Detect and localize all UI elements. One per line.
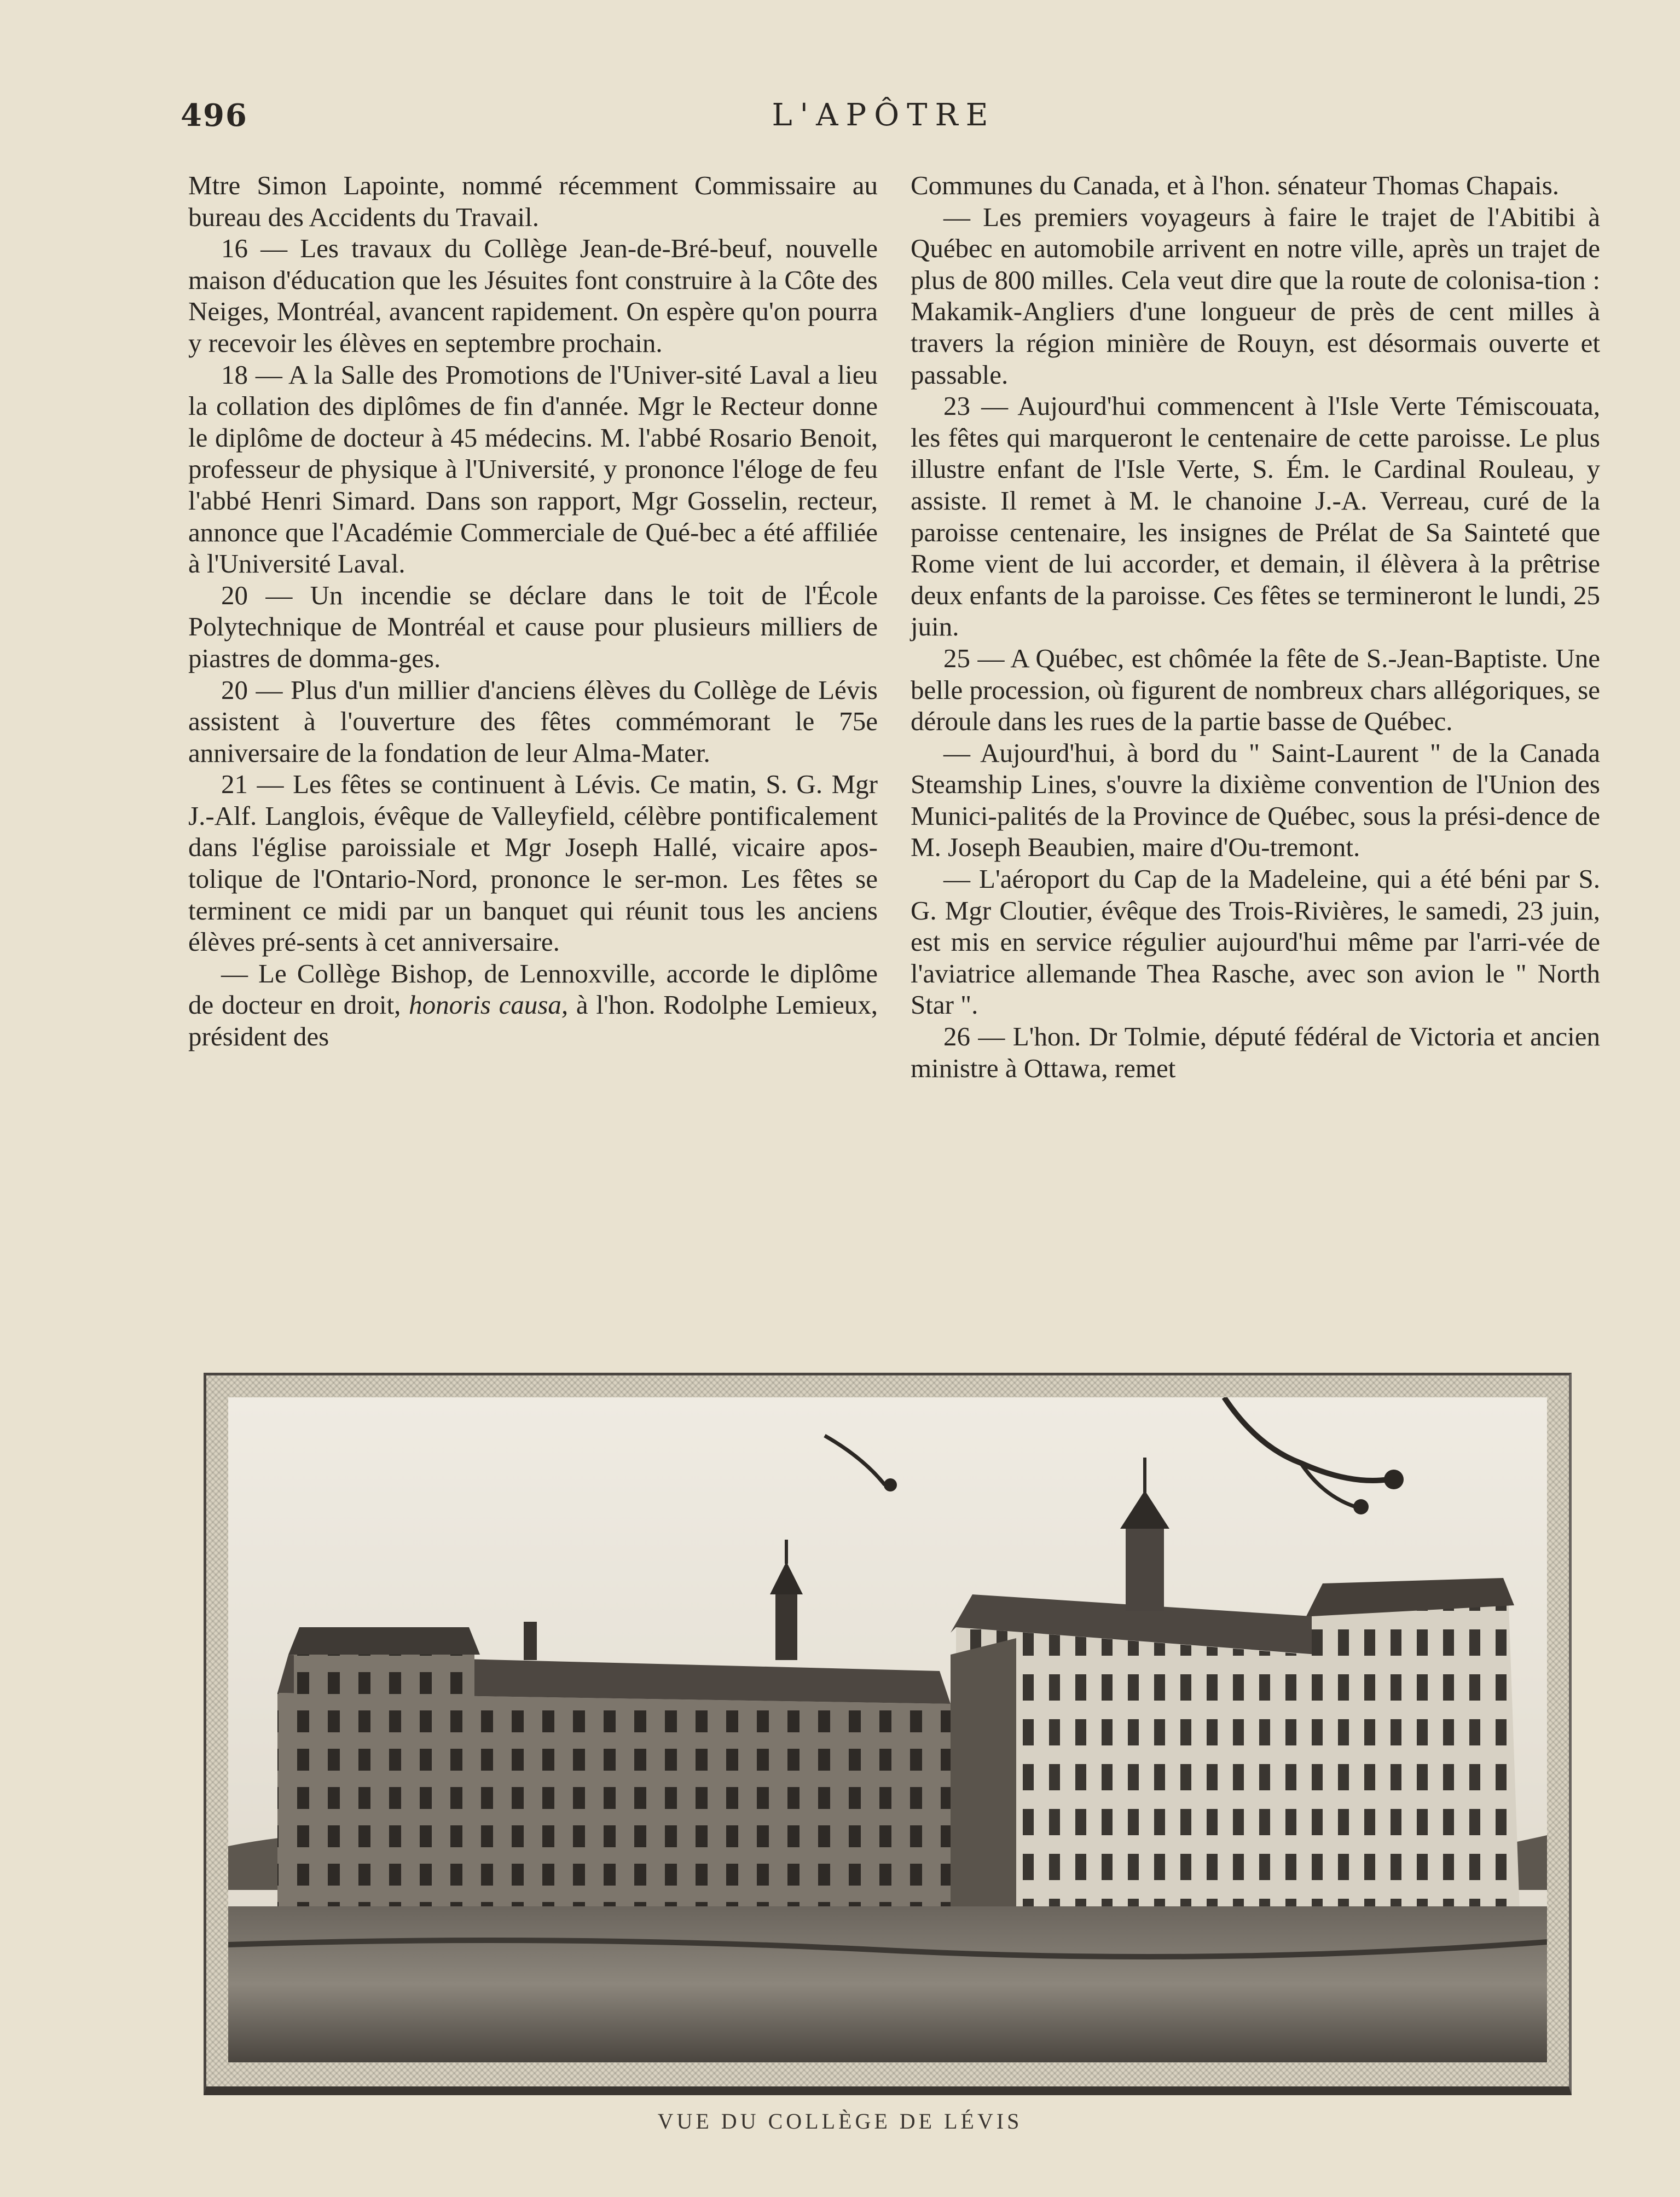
running-title: L'APÔTRE [772, 97, 996, 133]
paragraph: 18 — A la Salle des Promotions de l'Univer-sité Laval a lieu la collation des diplômes de fin d'année. Mgr le Recteur donne le diplôme de docteur à 45 médecins. M. l'abbé Rosario Benoit, professeur de physique à l'Université, y prononce l'éloge de feu l'abbé Henri Simard. Dans son rapport, Mgr Gosselin, recteur, annonce que l'Académie Commerciale de Qué-bec a été affiliée à l'Université Laval. [188, 359, 878, 579]
paragraph-text: — Le Collège Bishop, de Lennoxville, accorde le diplôme de docteur en droit, [188, 958, 878, 1020]
paragraph: Mtre Simon Lapointe, nommé récemment Commissaire au bureau des Accidents du Travail. [188, 170, 878, 232]
paragraph-text: à l'hon. Rodolphe Lemieux, président des [188, 990, 878, 1052]
paragraph: 16 — Les travaux du Collège Jean-de-Bré-beuf, nouvelle maison d'éducation que les Jésuites font construire à la Côte des Neiges, Montréal, avancent rapidement. On espère qu'on pourra y recevoir les élèves en septembre prochain. [188, 233, 878, 358]
page-number: 496 [181, 97, 248, 134]
paragraph [188, 958, 878, 1053]
photo-caption: VUE DU COLLÈGE DE LÉVIS [657, 2109, 1023, 2134]
page-header [181, 92, 1587, 147]
italic-phrase: honoris causa, [409, 990, 569, 1020]
paragraph: Communes du Canada, et à l'hon. sénateur Thomas Chapais. [911, 170, 1560, 200]
left-column [188, 170, 878, 1053]
paragraph: 21 — Les fêtes se continuent à Lévis. Ce matin, S. G. Mgr J.-Alf. Langlois, évêque de Valleyfield, célèbre pontificalement dans l'église paroissiale et Mgr Joseph Hallé, vicaire apos-tolique de l'Ontario-Nord, prononce le ser-mon. Les fêtes se terminent ce midi par un banquet qui réunit tous les anciens élèves pré-sents à cet anniversaire. [188, 769, 878, 957]
paragraph: — Les premiers voyageurs à faire le trajet de l'Abitibi à Québec en automobile arrivent en notre ville, après un trajet de plus de 800 milles. Cela veut dire que la route de colonisa-tion : Makamik-Angliers d'une longueur de près de cent milles à travers la région minière de Rouyn, est désormais ouverte et passable. [911, 201, 1600, 390]
paragraph: 20 — Plus d'un millier d'anciens élèves du Collège de Lévis assistent à l'ouverture des fêtes commémorant le 75e anniversaire de la fondation de leur Alma-Mater. [188, 674, 878, 768]
paragraph: 20 — Un incendie se déclare dans le toit de l'École Polytechnique de Montréal et cause pour plusieurs milliers de piastres de domma-ges. [188, 580, 878, 673]
paragraph: 23 — Aujourd'hui commencent à l'Isle Verte Témiscouata, les fêtes qui marqueront le centenaire de cette paroisse. Le plus illustre enfant de l'Isle Verte, S. Ém. le Cardinal Rouleau, y assiste. Il remet à M. le chanoine J.-A. Verreau, curé de la paroisse centenaire, les insignes de Prélat de Sa Sainteté que Rome vient de lui accorder, et demain, il élèvera à la prêtrise deux enfants de la paroisse. Ces fêtes se termineront le lundi, 25 juin. [911, 391, 1600, 642]
paragraph: 26 — L'hon. Dr Tolmie, député fédéral de Victoria et ancien ministre à Ottawa, remet [911, 1021, 1600, 1083]
college-photograph [204, 1373, 1572, 2095]
paragraph: — L'aéroport du Cap de la Madeleine, qui a été béni par S. G. Mgr Cloutier, évêque des Trois-Rivières, le samedi, 23 juin, est mis en service régulier aujourd'hui même par l'arri-vée de l'aviatrice allemande Thea Rasche, avec son avion le " North Star ". [911, 864, 1600, 1020]
college-building-illustration [228, 1397, 1547, 2062]
paragraph: — Aujourd'hui, à bord du " Saint-Laurent " de la Canada Steamship Lines, s'ouvre la dixième convention de l'Union des Munici-palités de la Province de Québec, sous la prési-dence de M. Joseph Beaubien, maire d'Ou-tremont. [911, 737, 1600, 863]
paragraph: 25 — A Québec, est chômée la fête de S.-Jean-Baptiste. Une belle procession, où figurent de nombreux chars allégoriques, se déroule dans les rues de la partie basse de Québec. [911, 643, 1601, 737]
right-column [911, 170, 1600, 1084]
